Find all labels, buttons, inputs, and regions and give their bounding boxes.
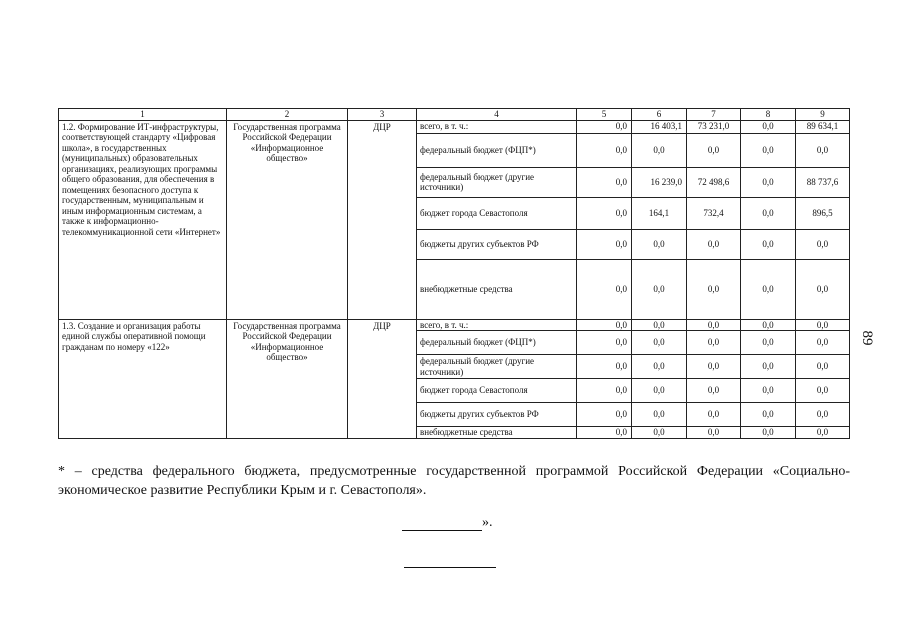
separator-line: [404, 567, 496, 568]
value-cell: 0,0: [796, 259, 850, 319]
value-cell: 0,0: [741, 197, 796, 229]
value-cell: 0,0: [632, 229, 687, 259]
col-header: 2: [227, 109, 348, 121]
budget-table: [58, 108, 850, 439]
value-cell: 164,1: [632, 197, 687, 229]
value-cell: 88 737,6: [796, 167, 850, 197]
value-cell: 0,0: [796, 355, 850, 379]
value-cell: 0,0: [687, 355, 741, 379]
value-cell: 0,0: [577, 403, 632, 427]
value-cell: 0,0: [632, 403, 687, 427]
funding-source: всего, в т. ч.:: [417, 120, 577, 133]
value-cell: 0,0: [796, 403, 850, 427]
value-cell: 0,0: [632, 331, 687, 355]
value-cell: 0,0: [632, 319, 687, 331]
page-number: 89: [859, 330, 875, 346]
value-cell: 0,0: [796, 379, 850, 403]
value-cell: 73 231,0: [687, 120, 741, 133]
value-cell: 0,0: [577, 167, 632, 197]
funding-source: бюджеты других субъектов РФ: [417, 229, 577, 259]
value-cell: 0,0: [632, 427, 687, 439]
value-cell: 0,0: [687, 379, 741, 403]
value-cell: 0,0: [632, 379, 687, 403]
value-cell: 0,0: [687, 331, 741, 355]
value-cell: 0,0: [687, 319, 741, 331]
value-cell: 0,0: [741, 331, 796, 355]
funding-source: бюджеты других субъектов РФ: [417, 403, 577, 427]
funding-source: федеральный бюджет (другие источники): [417, 167, 577, 197]
col-header: 1: [59, 109, 227, 121]
col-header: 3: [348, 109, 417, 121]
value-cell: 0,0: [687, 229, 741, 259]
value-cell: 0,0: [687, 427, 741, 439]
value-cell: 0,0: [687, 133, 741, 167]
measure-name: 1.3. Создание и организация работы единой службы оперативной помощи гражданам по номеру «122»: [59, 319, 227, 439]
value-cell: 0,0: [741, 120, 796, 133]
value-cell: 0,0: [632, 133, 687, 167]
value-cell: 0,0: [741, 379, 796, 403]
value-cell: 0,0: [577, 229, 632, 259]
col-header: 6: [632, 109, 687, 121]
value-cell: 0,0: [577, 133, 632, 167]
blank-line: [402, 518, 482, 531]
col-header: 9: [796, 109, 850, 121]
value-cell: 0,0: [687, 259, 741, 319]
value-cell: 732,4: [687, 197, 741, 229]
value-cell: 72 498,6: [687, 167, 741, 197]
value-cell: 0,0: [577, 331, 632, 355]
col-header: 7: [687, 109, 741, 121]
funding-source: федеральный бюджет (ФЦП*): [417, 331, 577, 355]
value-cell: 0,0: [577, 319, 632, 331]
value-cell: 0,0: [741, 427, 796, 439]
program-name: Государственная программа Российской Федерации «Информационное общество»: [227, 319, 348, 439]
value-cell: 0,0: [796, 319, 850, 331]
col-header: 8: [741, 109, 796, 121]
value-cell: 896,5: [796, 197, 850, 229]
value-cell: 0,0: [796, 133, 850, 167]
value-cell: 0,0: [577, 120, 632, 133]
header-row: [59, 109, 850, 121]
value-cell: 0,0: [577, 427, 632, 439]
value-cell: 0,0: [577, 197, 632, 229]
program-name: Государственная программа Российской Федерации «Информационное общество»: [227, 120, 348, 319]
funding-source: внебюджетные средства: [417, 427, 577, 439]
funding-source: федеральный бюджет (ФЦП*): [417, 133, 577, 167]
value-cell: 0,0: [632, 355, 687, 379]
value-cell: 0,0: [796, 229, 850, 259]
value-cell: 0,0: [577, 259, 632, 319]
table-row: [59, 120, 850, 133]
closing-quote: ».: [482, 515, 493, 530]
executor-code: ДЦР: [348, 319, 417, 439]
value-cell: 0,0: [741, 133, 796, 167]
value-cell: 0,0: [741, 167, 796, 197]
value-cell: 0,0: [577, 379, 632, 403]
value-cell: 89 634,1: [796, 120, 850, 133]
table-row: [59, 319, 850, 331]
funding-source: бюджет города Севастополя: [417, 197, 577, 229]
value-cell: 0,0: [741, 259, 796, 319]
funding-source: всего, в т. ч.:: [417, 319, 577, 331]
value-cell: 0,0: [796, 427, 850, 439]
funding-source: внебюджетные средства: [417, 259, 577, 319]
col-header: 4: [417, 109, 577, 121]
value-cell: 16 403,1: [632, 120, 687, 133]
measure-name: 1.2. Формирование ИТ-инфраструктуры, соответствующей стандарту «Цифровая школа», в государственных (муниципальных) образовательных организациях, реализующих программы общего образования, для обеспечения в помещениях безопасного доступа к государственным, муниципальным и иным информационным системам, а также к информационно-телекоммуникационной сети «Интернет»: [59, 120, 227, 319]
col-header: 5: [577, 109, 632, 121]
value-cell: 0,0: [741, 319, 796, 331]
value-cell: 0,0: [741, 355, 796, 379]
value-cell: 0,0: [796, 331, 850, 355]
value-cell: 0,0: [741, 229, 796, 259]
funding-source: федеральный бюджет (другие источники): [417, 355, 577, 379]
executor-code: ДЦР: [348, 120, 417, 319]
value-cell: 0,0: [632, 259, 687, 319]
funding-source: бюджет города Севастополя: [417, 379, 577, 403]
closing-mark: [402, 515, 493, 531]
footnote: * – средства федерального бюджета, предусмотренные государственной программой Российской Федерации «Социально-экономическое развитие Республики Крым и г. Севастополя».: [58, 464, 850, 498]
value-cell: 0,0: [687, 403, 741, 427]
value-cell: 16 239,0: [632, 167, 687, 197]
value-cell: 0,0: [741, 403, 796, 427]
value-cell: 0,0: [577, 355, 632, 379]
